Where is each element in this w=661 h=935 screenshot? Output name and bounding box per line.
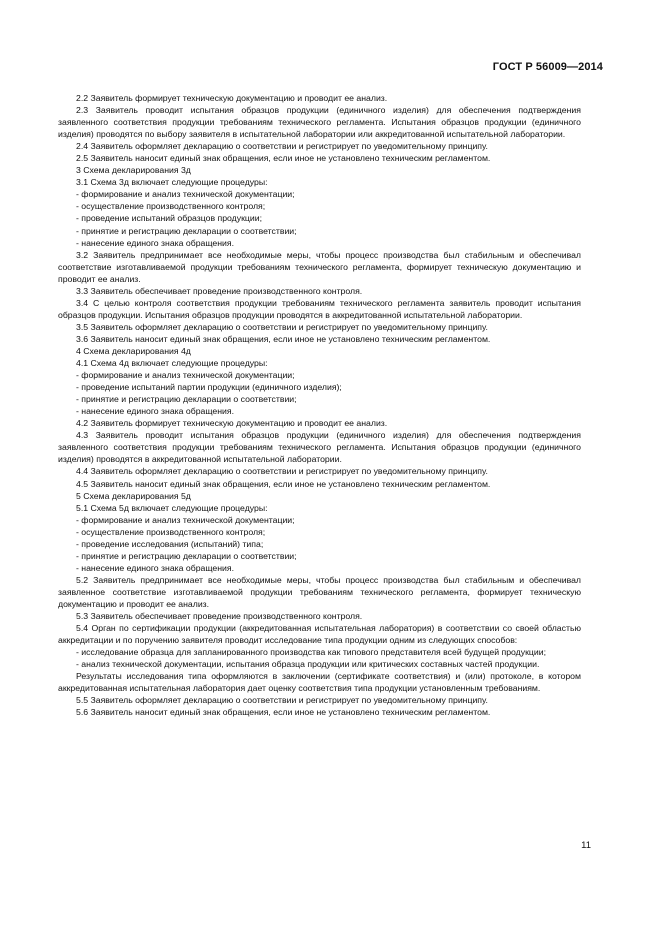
paragraph: 3.4 С целью контроля соответствия продукции требованиям технического регламента заявитель проводит испытания образцов продукции. Испытания образцов продукции проводятся в аккредитованной испытательной лаборатории. <box>58 297 581 320</box>
paragraph: 3 Схема декларирования 3д <box>76 165 191 176</box>
paragraph: 4.3 Заявитель проводит испытания образцов продукции (единичного изделия) для обеспечения подтверждения заявленного соответствия продукции требованиям технического регламента. Испытания образцов продукции (единичного изделия) проводятся в аккредитованной испытательной лаборатории. <box>58 430 581 465</box>
paragraph: 5.1 Схема 5д включает следующие процедуры: <box>76 502 268 513</box>
paragraph: - нанесение единого знака обращения. <box>76 562 235 573</box>
paragraph: - формирование и анализ технической документации; <box>76 370 295 381</box>
paragraph: - проведение испытаний партии продукции (единичного изделия); <box>76 382 342 393</box>
paragraph: 3.1 Схема 3д включает следующие процедуры: <box>76 177 268 188</box>
page-number: 11 <box>581 840 591 851</box>
paragraph: 2.5 Заявитель наносит единый знак обращения, если иное не установлено техническим регламентом. <box>76 153 491 164</box>
paragraph: 4 Схема декларирования 4д <box>76 345 191 356</box>
paragraph: - нанесение единого знака обращения. <box>76 406 235 417</box>
paragraph: 5.5 Заявитель оформляет декларацию о соответствии и регистрирует по уведомительному принципу. <box>76 695 488 706</box>
paragraph: 4.1 Схема 4д включает следующие процедуры: <box>76 358 268 369</box>
paragraph: 2.4 Заявитель оформляет декларацию о соответствии и регистрирует по уведомительному принципу. <box>76 141 488 152</box>
paragraph: 4.2 Заявитель формирует техническую документацию и проводит ее анализ. <box>76 418 388 429</box>
paragraph: - нанесение единого знака обращения. <box>76 237 235 248</box>
paragraph: 2.2 Заявитель формирует техническую документацию и проводит ее анализ. <box>76 93 388 103</box>
document-id-header: ГОСТ Р 56009—2014 <box>492 61 603 73</box>
paragraph: 5.4 Орган по сертификации продукции (аккредитованная испытательная лаборатория) в соответствии со своей областью аккредитации и по поручению заявителя проводит исследование типа продукции одним из следующих способов: <box>58 623 581 646</box>
paragraph: 4.4 Заявитель оформляет декларацию о соответствии и регистрирует по уведомительному принципу. <box>76 466 488 477</box>
paragraph: - исследование образца для запланированного производства как типового представителя всей будущей продукции; <box>76 647 546 658</box>
paragraph: - анализ технической документации, испытания образца продукции или критических составных частей продукции. <box>76 659 540 670</box>
paragraph: 3.5 Заявитель оформляет декларацию о соответствии и регистрирует по уведомительному принципу. <box>76 321 488 332</box>
paragraph: - формирование и анализ технической документации; <box>76 189 295 200</box>
paragraph: - принятие и регистрацию декларации о соответствии; <box>76 550 297 561</box>
paragraph: Результаты исследования типа оформляются в заключении (сертификате соответствия) и (или) протоколе, в котором аккредитованная испытательная лаборатория дает оценку соответствия типа продукции установленным требованиям. <box>58 671 581 694</box>
paragraph: - формирование и анализ технической документации; <box>76 514 295 525</box>
paragraph: 3.3 Заявитель обеспечивает проведение производственного контроля. <box>76 285 363 296</box>
paragraph: - принятие и регистрацию декларации о соответствии; <box>76 225 297 236</box>
paragraph: 4.5 Заявитель наносит единый знак обращения, если иное не установлено техническим регламентом. <box>76 478 491 489</box>
document-body <box>58 92 581 718</box>
paragraph: - проведение исследования (испытаний) типа; <box>76 538 264 549</box>
paragraph: - проведение испытаний образцов продукции; <box>76 213 262 224</box>
paragraph: 3.6 Заявитель наносит единый знак обращения, если иное не установлено техническим регламентом. <box>76 333 491 344</box>
paragraph: 5.2 Заявитель предпринимает все необходимые меры, чтобы процесс производства был стабильным и обеспечивал заявленное соответствие изготавливаемой продукции требованиям технического регламента, формирует техническую документацию и проводит ее анализ. <box>58 574 581 609</box>
paragraph: - осуществление производственного контроля; <box>76 201 266 212</box>
paragraph: 5.6 Заявитель наносит единый знак обращения, если иное не установлено техническим регламентом. <box>76 707 491 718</box>
paragraph: 5.3 Заявитель обеспечивает проведение производственного контроля. <box>76 611 363 622</box>
paragraph: - принятие и регистрацию декларации о соответствии; <box>76 394 297 405</box>
paragraph: - осуществление производственного контроля; <box>76 526 266 537</box>
paragraph: 2.3 Заявитель проводит испытания образцов продукции (единичного изделия) для обеспечения подтверждения заявленного соответствия продукции требованиям технического регламента. Испытания образцов продукции (единичного изделия) проводятся по выбору заявителя в испытательной лаборатории или аккредитованной испытательной лаборатории. <box>58 105 581 140</box>
paragraph: 3.2 Заявитель предпринимает все необходимые меры, чтобы процесс производства был стабильным и обеспечивал соответствие изготавливаемой продукции требованиям технического регламента, формирует техническую документацию и проводит ее анализ. <box>58 249 581 284</box>
paragraph: 5 Схема декларирования 5д <box>76 490 191 501</box>
